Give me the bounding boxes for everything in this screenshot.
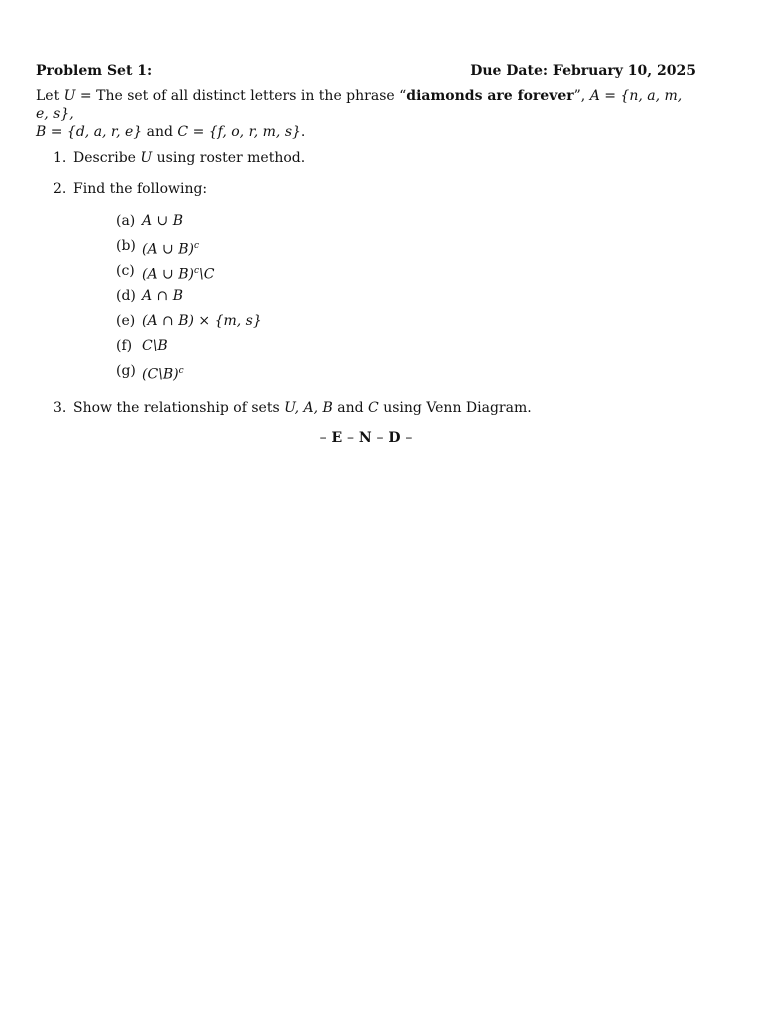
due-date: Due Date: February 10, 2025 <box>470 63 696 79</box>
subpart-expression: (A ∪ B) <box>142 266 194 283</box>
subpart-label: (c) <box>116 263 135 279</box>
question-number: 1. <box>53 150 67 166</box>
set-symbols: U, A, B <box>284 400 333 416</box>
subpart-label: (a) <box>116 213 136 229</box>
problem-set-title: Problem Set 1: <box>36 63 153 79</box>
subpart-a <box>73 211 696 236</box>
end-dash: – <box>405 430 413 446</box>
end-letter: E <box>331 430 343 446</box>
end-dash: – <box>376 430 384 446</box>
subpart-expression: (C\B) <box>142 366 179 383</box>
set-u-symbol: U <box>63 88 76 104</box>
subpart-list <box>73 211 696 386</box>
end-dash: – <box>319 430 327 446</box>
complement-superscript: c <box>193 241 199 251</box>
end-letter: D <box>388 430 401 446</box>
complement-superscript: c <box>193 266 199 276</box>
subpart-label: (f) <box>116 338 133 354</box>
subpart-expression: (A ∩ B) × {m, s} <box>142 313 262 329</box>
question-text: Show the relationship of sets <box>73 400 285 416</box>
question-3 <box>36 399 696 417</box>
subpart-label: (d) <box>116 288 136 304</box>
header <box>36 61 696 81</box>
subpart-expression: A ∩ B <box>142 288 184 304</box>
subpart-e <box>73 311 696 336</box>
intro-text: ”, <box>573 88 590 104</box>
end-letter: N <box>358 430 372 446</box>
end-dash: – <box>346 430 354 446</box>
question-2 <box>36 180 696 386</box>
set-symbol: U <box>140 150 153 166</box>
complement-superscript: c <box>178 366 184 376</box>
question-text: using Venn Diagram. <box>378 400 532 416</box>
set-c-definition: C = {f, o, r, m, s} <box>177 124 301 140</box>
subpart-f <box>73 336 696 361</box>
question-list <box>36 149 696 417</box>
end-marker <box>36 430 696 446</box>
phrase: diamonds are forever <box>406 88 574 104</box>
intro-text: = The set of all distinct letters in the phrase “ <box>75 88 407 104</box>
subpart-g <box>73 361 696 386</box>
question-text: Find the following: <box>73 181 208 197</box>
question-text: and <box>332 400 369 416</box>
question-number: 2. <box>53 181 67 197</box>
question-text: using roster method. <box>152 150 306 166</box>
intro-text: Let <box>36 88 64 104</box>
subpart-d <box>73 286 696 311</box>
set-b-definition: B = {d, a, r, e} <box>36 124 143 140</box>
subpart-c <box>73 261 696 286</box>
subpart-expression: C\B <box>142 338 168 354</box>
question-text: Describe <box>73 150 141 166</box>
subpart-expression: A ∪ B <box>142 213 184 229</box>
subpart-b <box>73 236 696 261</box>
intro-paragraph <box>36 87 696 141</box>
set-a-definition: A = {n, a, m, e, s}, <box>36 88 683 122</box>
question-number: 3. <box>53 400 67 416</box>
subpart-label: (e) <box>116 313 136 329</box>
question-1 <box>36 149 696 167</box>
subpart-label: (g) <box>116 363 136 379</box>
problem-set-page <box>36 61 696 446</box>
subpart-expression: (A ∪ B) <box>142 241 194 258</box>
intro-text: and <box>142 124 178 140</box>
intro-text: . <box>300 124 306 140</box>
subpart-expression-tail: \C <box>199 266 215 283</box>
subpart-label: (b) <box>116 238 136 254</box>
set-symbol: C <box>368 400 379 416</box>
